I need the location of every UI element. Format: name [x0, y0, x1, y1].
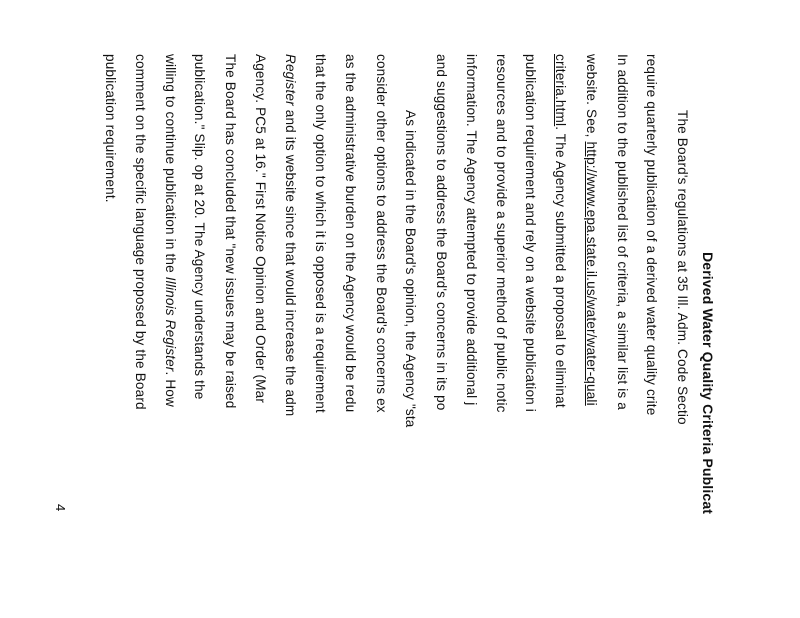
section-heading: Derived Water Quality Criteria Publicat — [700, 252, 716, 515]
url-link-continuation[interactable]: criteria.html — [553, 54, 568, 127]
body-line: In addition to the published list of criteria, a similar list is a — [615, 54, 630, 410]
body-line: require quarterly publication of a derived water quality crite — [644, 54, 659, 416]
body-line: resources and to provide a superior method of public notic — [494, 54, 509, 413]
body-line: publication." Slip. op at 20. The Agency understands the — [192, 54, 207, 400]
body-line: willing to continue publication in the Illinois Register. How — [163, 54, 178, 407]
url-link[interactable]: http://www.epa.state.il.us/water/water-quali — [584, 141, 599, 406]
body-line: Agency. PC5 at 16." First Notice Opinion and Order (Mar — [253, 54, 268, 404]
body-line: The Board has concluded that "new issues may be raised — [223, 54, 238, 409]
body-line: criteria.html. The Agency submitted a proposal to eliminat — [553, 54, 568, 408]
page-number: 4 — [53, 504, 68, 512]
body-line: publication requirement. — [103, 54, 118, 203]
body-line: and suggestions to address the Board's concerns in its po — [434, 54, 449, 411]
body-line: website. See, http://www.epa.state.il.us/water/water-quali — [584, 54, 599, 406]
body-line: information. The Agency attempted to provide additional j — [464, 54, 479, 406]
body-line: that the only option to which it is opposed is a requirement — [313, 54, 328, 413]
body-line: consider other options to address the Board's concerns ex — [374, 54, 389, 413]
body-line: Register and its website since that would increase the adm — [283, 54, 298, 417]
rotated-page-content — [53, 0, 716, 618]
body-line: as the administrative burden on the Agency would be redu — [343, 54, 358, 413]
body-line: As indicated in the Board's opinion, the Agency "sta — [403, 110, 418, 428]
body-line: comment on the specific language proposed by the Board — [133, 54, 148, 410]
body-line: The Board's regulations at 35 Ill. Adm. Code Sectio — [675, 110, 690, 425]
body-line: publication requirement and rely on a website publication i — [523, 54, 538, 412]
